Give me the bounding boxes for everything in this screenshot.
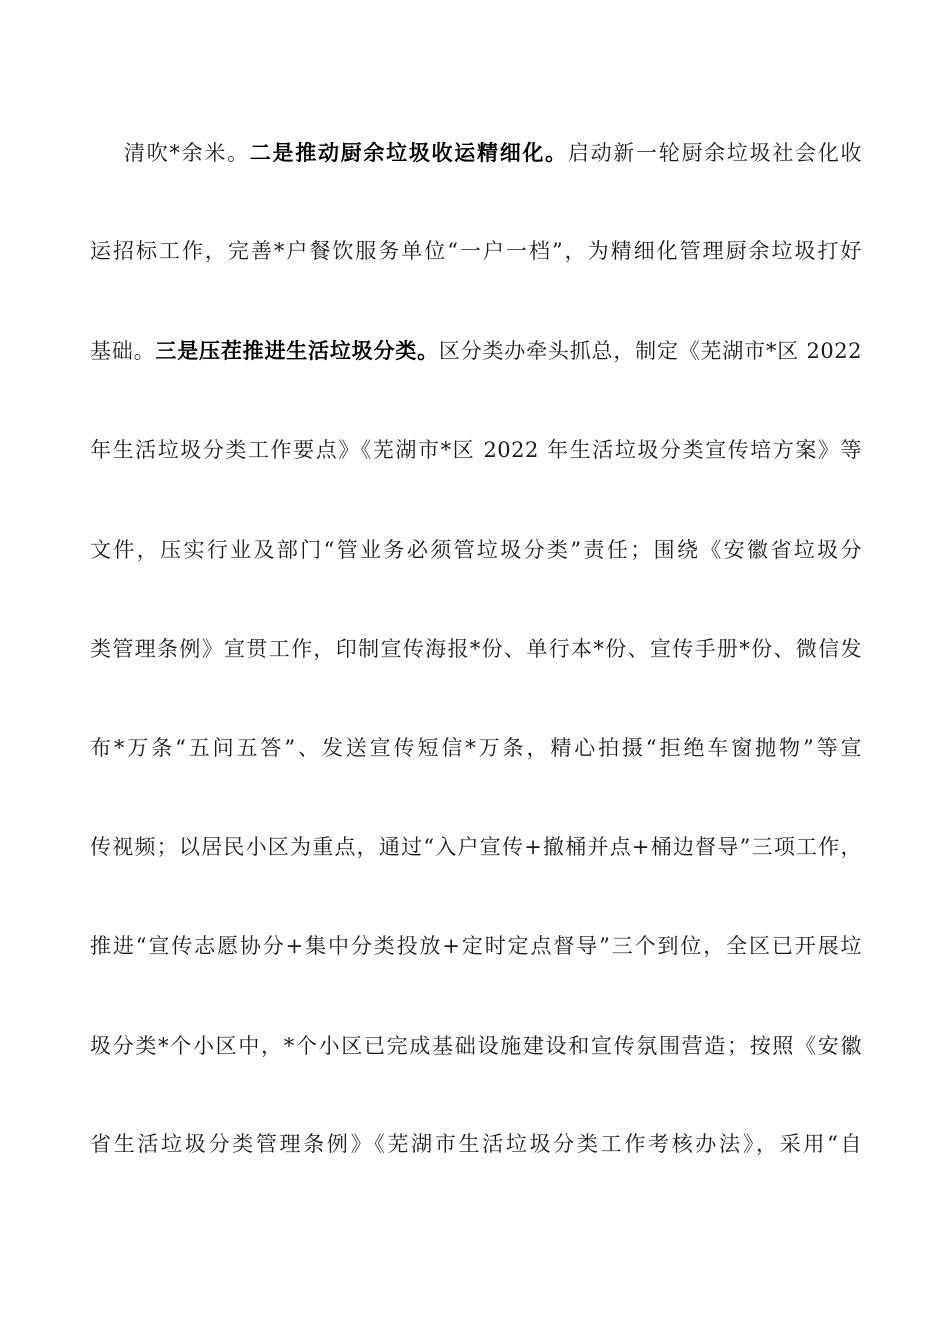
paragraph-line (90, 926, 862, 966)
line-text: 推进“宣传志愿协分+集中分类投放+定时定点督导”三个到位，全区已开展垃 (90, 934, 862, 958)
line-text: 类管理条例》宣贯工作，印制宣传海报*份、单行本*份、宣传手册*份、微信发 (90, 637, 862, 661)
line-text: 区分类办牵头抓总，制定《芜湖市*区 2022 (438, 339, 863, 363)
paragraph-line (90, 827, 862, 867)
line-text: 年生活垃圾分类工作要点》《芜湖市*区 2022 年生活垃圾分类宣传培方案》等 (90, 438, 862, 462)
line-text: 启动新一轮厨余垃圾社会化收 (567, 141, 862, 165)
paragraph-line (90, 231, 862, 271)
line-text: 文件，压实行业及部门“管业务必须管垃圾分类”责任；围绕《安徽省垃圾分 (90, 538, 862, 562)
paragraph-line (90, 1026, 862, 1066)
bold-heading: 三是压茬推进生活垃圾分类。 (155, 338, 439, 363)
paragraph-line (90, 728, 862, 768)
paragraph-line (124, 133, 862, 173)
line-text: 省生活垃圾分类管理条例》《芜湖市生活垃圾分类工作考核办法》，采用“自 (90, 1132, 862, 1156)
paragraph-line (90, 629, 862, 669)
paragraph-line (90, 331, 862, 371)
bold-heading: 二是推动厨余垃圾收运精细化。 (249, 140, 568, 165)
line-text: 运招标工作，完善*户餐饮服务单位“一户一档”，为精细化管理厨余垃圾打好 (90, 239, 862, 263)
line-text: 基础。 (90, 339, 156, 363)
line-text: 圾分类*个小区中，*个小区已完成基础设施建设和宣传氛围营造；按照《安徽 (90, 1034, 862, 1058)
line-text: 布*万条“五问五答”、发送宣传短信*万条，精心拍摄“拒绝车窗抛物”等宣 (90, 736, 862, 760)
paragraph-line (90, 1124, 862, 1164)
line-text: 传视频；以居民小区为重点，通过“入户宣传+撤桶并点+桶边督导”三项工作， (90, 835, 862, 859)
paragraph-line (90, 530, 862, 570)
line-text: 清吹*余米。 (124, 141, 250, 165)
paragraph-line (90, 430, 862, 470)
